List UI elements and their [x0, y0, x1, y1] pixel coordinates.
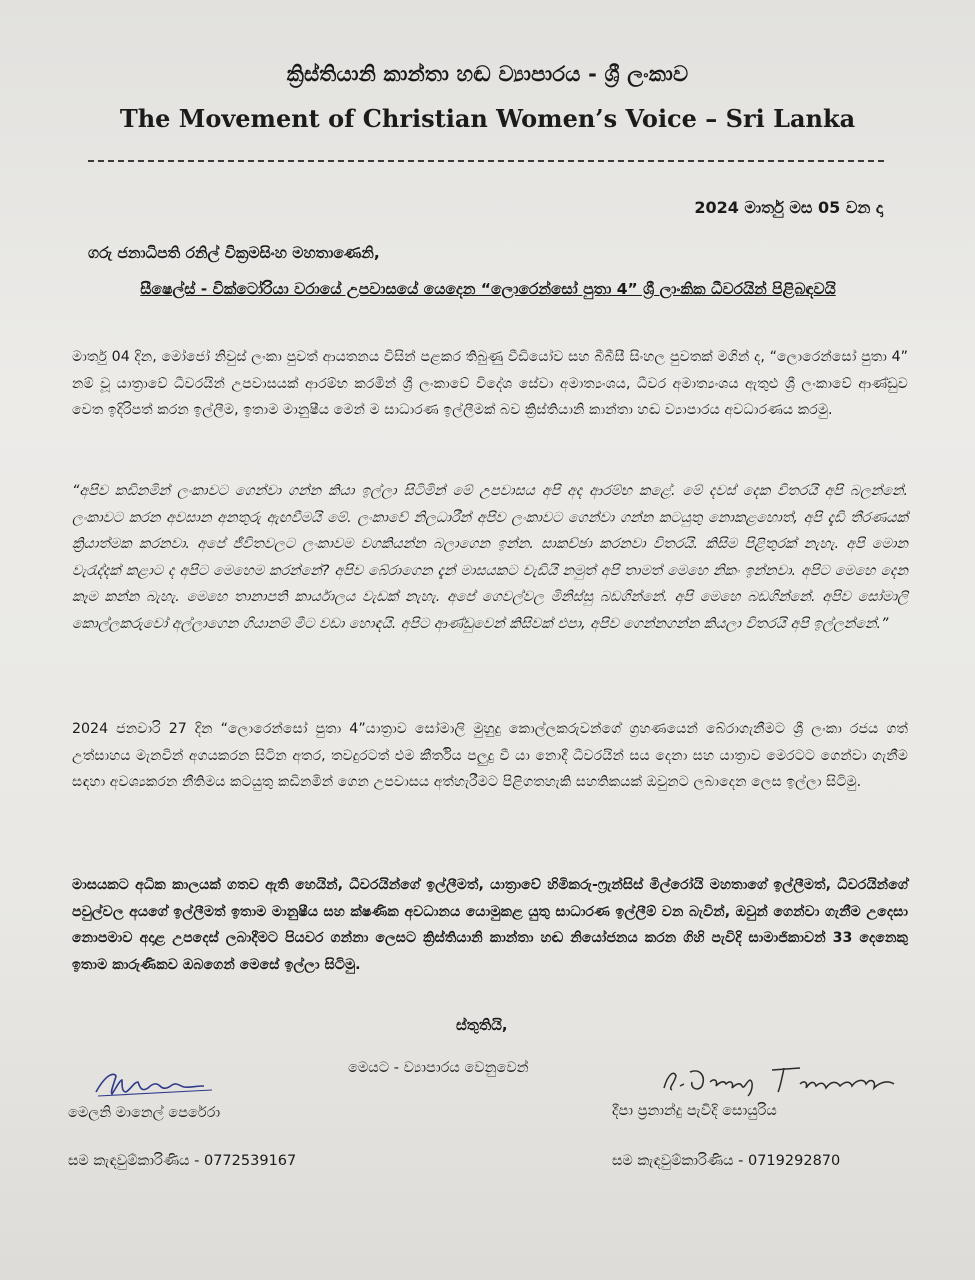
salutation: ගරු ජනාධිපති රනිල් වික්‍රමසිංහ මහතාණෙනි, [88, 244, 380, 262]
letter-date: 2024 මාර්තු මස 05 වන දා [694, 198, 883, 217]
fishermen-quote: “අපිව කඩිනමින් ලංකාවට ගෙන්වා ගන්න කියා ඉල්ලා සිටිමින් මේ උපවාසය අපි අද ආරම්භ කළේ. මේ දවස් දෙක විතරයි අපි බලන්නේ. ලංකාවට කරන අවසාන අනතුරු ඇඟවීමයි මේ. ලංකාවේ නිලධාරීන් අපිව ලංකාවට ගෙන්වා ගන්න කටයුතු නොකළහොත්, අපි දැඩි තීරණයක් ක්‍රියාත්මක කරනවා. අපේ ජීවිතවලට ලංකාවම වගකියන්න බලාගෙන ඉන්න. සාකච්ඡා කරනවා විතරයි. කිසිම පිළිතුරක් නැහැ. අපි මොන වැරැද්දක් කළාට ද අපිට මෙහෙම කරන්නේ? අපිව බේරාගෙන දැන් මාසයකට වැඩියි නමුත් අපි තාමත් මෙහෙ නිකං ඉන්නවා. අපිට මෙහෙ දෙන කෑම කන්න බැහැ. මෙහෙ තානාපති කාර්යාලය වැඩක් නැහැ. අපේ ගෙවල්වල මිනිස්සු බඩගින්නේ. අපි මෙහෙ බඩගින්නේ. අපිව සෝමාලි කොල්ලකරුවෝ අල්ලාගෙන ගියානම් මීට වඩා හොඳයි. අපිට ආණ්ඩුවෙන් කිසිවක් එපා, අපිව ගෙන්නගන්න කියලා විතරයි අපි ඉල්ලන්නේ.” [72, 483, 908, 632]
on-behalf-line: මෙයට - ව්‍යාපාරය වෙනුවෙන් [348, 1060, 529, 1076]
organization-title-sinhala: ක්‍රිස්තියානි කාන්තා හඬ ව්‍යාපාරය - ශ්‍රී ලංකාව [286, 62, 689, 86]
letter-subject: සීෂෙල්ස් - වික්ටෝරියා වරායේ උපවාසයේ යෙදෙන “ලොරෙන්සෝ පුතා 4” ශ්‍රී ලාංකික ධීවරයින් පිළිබඳවයි [140, 280, 836, 298]
signatory-right-role: සම කැඳවුම්කාරිණිය - 0719292870 [612, 1153, 841, 1169]
paragraph-intro: මාර්තු 04 දින, මෝජෝ නිවුස් ලංකා පුවත් ආයතනය විසින් පළකර තිබුණු වීඩියෝව සහ බීබීසී සිංහල පුවතක් මගින් ද, “ලොරෙන්සෝ පුතා 4” නම් වූ යාත්‍රාවේ ධීවරයින් උපවාසයක් ආරම්භ කරමින් ශ්‍රී ලංකාවේ විදේශ සේවා අමාත්‍යංශය, ධීවර අමාත්‍යංශය ඇතුළු ශ්‍රී ලංකාවේ ආණ්ඩුව වෙත ඉදිරිපත් කරන ඉල්ලීම, ඉතාම මානුෂීය මෙන් ම සාධාරණ ඉල්ලීමක් බව ක්‍රිස්තියානි කාන්තා හඬ ව්‍යාපාරය අවධාරණය කරමු. [72, 349, 908, 418]
signatory-left-name: මෙලනි මානෙල් පෙරේරා [68, 1105, 221, 1121]
signature-left [92, 1068, 242, 1102]
paragraph-request: මාසයකට අධික කාලයක් ගතව ඇති හෙයින්, ධීවරයින්ගේ ඉල්ලීමත්, යාත්‍රාවේ හිමිකරු-ෆ්‍රැන්සිස් මිල්රෝයි මහතාගේ ඉල්ලීමත්, ධීවරයින්ගේ පවුල්වල අයගේ ඉල්ලීමත් ඉතාම මානුෂීය සහ ක්ෂණික අවධානය යොමුකළ යුතු සාධාරණ ඉල්ලීම් වන බැවින්, ඔවුන් ගෙන්වා ගැනීම උදෙසා නොපමාව අදාළ උපදෙස් ලබාදීමට පියවර ගන්නා ලෙසට ක්‍රිස්තියානි කාන්තා හඬ නියෝජනය කරන ගිහි පැවිදි සාමාජිකාවන් 33 දෙනෙකු ඉතාම කාරුණිකව ඔබගෙන් මෙසේ ඉල්ලා සිටිමු. [72, 877, 908, 973]
header-divider [88, 160, 884, 162]
organization-title-english: The Movement of Christian Women’s Voice – Sri Lanka [119, 104, 856, 133]
signature-right [660, 1062, 900, 1098]
signatory-left-role: සම කැඳවුම්කාරිණිය - 0772539167 [68, 1153, 297, 1169]
signatory-right-name: දීපා ප්‍රනාන්දු පැවිදි සොයුරිය [612, 1103, 777, 1119]
paragraph-appreciation: 2024 ජනවාරි 27 දින “ලොරෙන්සෝ පුතා 4”යාත්‍රාව සෝමාලි මුහුදු කොල්ලකරුවන්ගේ ග්‍රහණයෙන් බේරාගැනීමට ශ්‍රී ලංකා රජය ගත් උත්සාහය මැනවින් අගයකරන සිටින අතර, තවදුරටත් එම කීර්තිය පලුදු වී යා නොදී ධීවරයින් සය දෙනා සහ යාත්‍රාව මෙරටට ගෙන්වා ගැනීම සඳහා අවශ්‍යකරන නීතිමය කටයුතු කඩිනමින් ගෙන උපවාසය අත්හැරීමට පිළිගතහැකි සහතිකයක් ඔවුනට ලබාදෙන ලෙස ඉල්ලා සිටිමු. [72, 721, 908, 790]
closing-thanks: ස්තුතියි, [456, 1016, 508, 1034]
